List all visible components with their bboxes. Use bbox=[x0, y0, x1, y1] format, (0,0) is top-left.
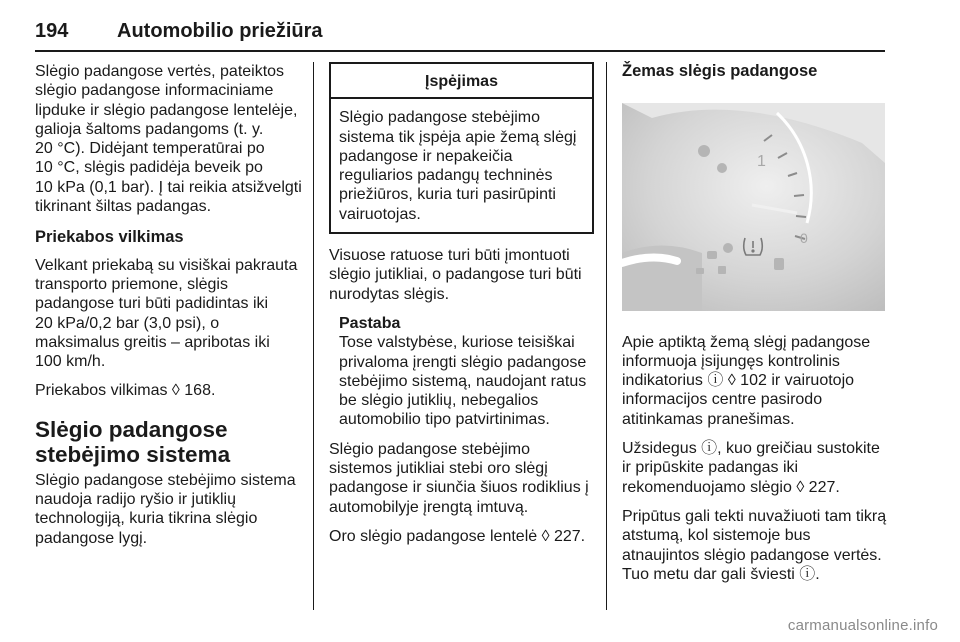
column-right bbox=[622, 62, 888, 594]
page-title: Automobilio priežiūra bbox=[117, 20, 323, 42]
column-left bbox=[35, 62, 303, 558]
column-divider bbox=[606, 62, 607, 610]
gauge-zero: 0 bbox=[800, 230, 808, 247]
paragraph: Slėgio padangose stebėjimo sistema naudoja radijo ryšio ir jutiklių technologiją, kuria tikrina slėgio padangose lygį. bbox=[35, 471, 296, 547]
paragraph: Velkant priekabą su visiškai pakrauta transporto priemone, slėgis padangose turi būti padidintas iki 20 kPa/0,2 bar (3,0 psi), o maksimalus greitis – apribotas iki 100 km/h. bbox=[35, 256, 298, 371]
section-heading-tpms: Slėgio padangose stebėjimo sistema bbox=[35, 416, 231, 467]
paragraph: Užsidegus ⓘ, kuo greičiau sustokite ir pripūskite padangas iki rekomenduojamo slėgio ◊ 227. bbox=[622, 440, 880, 496]
paragraph: Pripūtus gali tekti nuvažiuoti tam tikrą atstumą, kol sistemoje bus atnaujintos slėgio padangose vertės. Tuo metu dar gali šviesti ⓘ. bbox=[622, 507, 887, 583]
gauge-number: 1 bbox=[757, 153, 766, 171]
column-middle bbox=[329, 62, 594, 556]
cross-reference-link[interactable]: Priekabos vilkimas ◊ 168. bbox=[35, 382, 216, 400]
paragraph: Visuose ratuose turi būti įmontuoti slėgio jutikliai, o padangose turi būti nurodytas slėgis. bbox=[329, 247, 582, 303]
watermark: carmanualsonline.info bbox=[787, 617, 938, 634]
column-divider bbox=[313, 62, 314, 610]
note-title: Pastaba bbox=[339, 314, 401, 332]
section-heading-towing: Priekabos vilkimas bbox=[35, 228, 184, 247]
page-number: 194 bbox=[35, 20, 69, 42]
warning-title: Įspėjimas bbox=[331, 64, 592, 99]
note-body: Tose valstybėse, kuriose teisiškai privaloma įrengti slėgio padangose stebėjimo sistemą, naudojant ratus be slėgio jutiklių, nebegalios automobilio tipo patvirtinimas. bbox=[339, 334, 587, 429]
paragraph: Apie aptiktą žemą slėgį padangose informuoja įsijungęs kontrolinis indikatorius ⓘ ◊ 102 ir vairuotojo informacijos centre pasirodo atitinkamas pranešimas. bbox=[622, 333, 871, 428]
warning-box bbox=[329, 62, 594, 234]
note-block bbox=[329, 314, 594, 430]
paragraph: Slėgio padangose vertės, pateiktos slėgio padangose informaciniame lipduke ir slėgio padangose lentelėje, galioja šaltoms padangoms (t. y. 20 °C). Didėjant temperatūrai po 10 °C, slėgis padidėja beveik po 10 kPa (0,1 bar). Į tai reikia atsižvelgti tikrinant šiltas padangas. bbox=[35, 63, 302, 216]
page-header bbox=[35, 18, 885, 52]
section-heading-low-pressure: Žemas slėgis padangose bbox=[622, 62, 818, 80]
instrument-cluster-image bbox=[622, 103, 885, 311]
warning-body: Slėgio padangose stebėjimo sistema tik įspėja apie žemą slėgį padangose ir nepakeičia reguliarios padangų techninės priežiūros, kuria turi pasirūpinti vairuotojas. bbox=[339, 109, 577, 223]
paragraph: Slėgio padangose stebėjimo sistemos jutikliai stebi oro slėgį padangose ir siunčia šiuos rodiklius į automobilyje įrengtą imtuvą. bbox=[329, 440, 589, 516]
cross-reference-link[interactable]: Oro slėgio padangose lentelė ◊ 227. bbox=[329, 527, 586, 545]
